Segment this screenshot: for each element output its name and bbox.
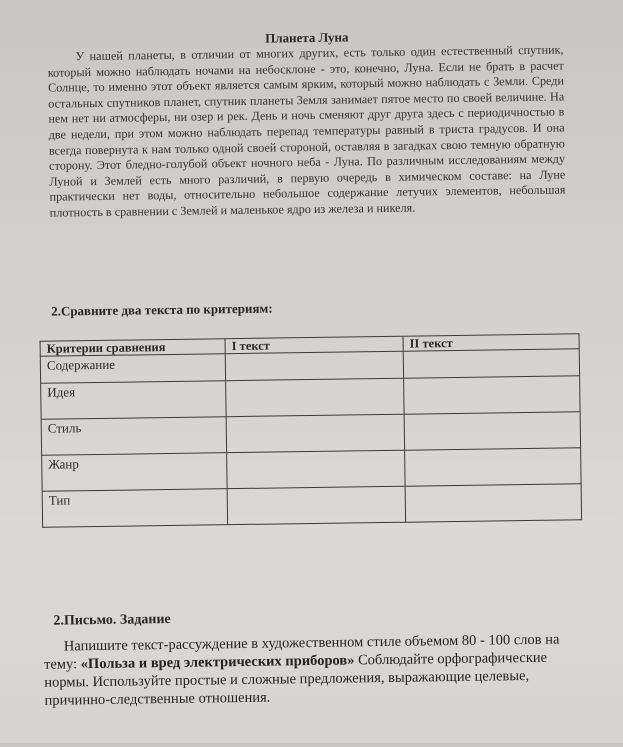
table-cell-empty[interactable] (225, 351, 403, 380)
row-label: Тип (42, 489, 227, 528)
table-cell-empty[interactable] (226, 414, 404, 452)
text-title: Планета Луна (265, 29, 349, 46)
table-cell-empty[interactable] (226, 378, 404, 416)
task-topic: «Польза и вред электрических приборов» (80, 652, 355, 673)
row-label: Жанр (42, 453, 227, 492)
table-cell-empty[interactable] (405, 484, 581, 522)
header-text-2: II текст (403, 334, 579, 351)
section2-heading: 2.Сравните два текста по критериям: (51, 300, 273, 319)
table-row (42, 484, 581, 528)
section3-heading: 2.Письмо. Задание (53, 611, 171, 629)
table-cell-empty[interactable] (227, 450, 405, 488)
table-cell-empty[interactable] (404, 412, 580, 450)
table-cell-empty[interactable] (227, 486, 405, 524)
row-label: Идея (41, 381, 226, 420)
header-criteria: Критерии сравнения (40, 339, 225, 357)
moon-text-paragraph: У нашей планеты, в отличии от многих других, есть только один естественный спутник, который можно наблюдать ночами на небосклоне - это, конечно, Луна. Если не брать в расчет Солнце, то именно этот объект является самым ярким, который можно наблюдать с Земли. Среди остальных спутников планет, спутник планеты Земля занимает пятое место по своей величине. На нем нет ни атмосферы, ни озер и рек. День и ночь сменяют друг друга здесь с периодичностью в две недели, при этом можно наблюдать перепад температуры равный в триста градусов. И она всегда повернута к нам только одной своей стороной, оставляя в загадках свою темную обратную сторону. Этот бледно-голубой объект ночного неба - Луна. По различным исследованиям между Луной и Землей есть много различий, в первую очередь в химическом составе: на Луне практически нет воды, относительно небольшое содержание летучих элементов, небольшая плотность в сравнении с Землей и маленькое ядро из железа и никеля. (47, 42, 566, 220)
task-text-before: Напишите текст-рассуждение в художественном стиле объемом 80 - 100 слов на тему: (43, 631, 560, 673)
table-cell-empty[interactable] (403, 349, 579, 378)
row-label: Стиль (41, 417, 226, 456)
table-cell-empty[interactable] (404, 376, 580, 414)
task-text-after: Соблюдайте орфографические нормы. Используйте простые и сложные предложения, выражающие целевые, причинно-следственные отношения. (44, 649, 548, 709)
row-label: Содержание (40, 354, 225, 384)
header-text-1: I текст (225, 336, 403, 353)
table-cell-empty[interactable] (405, 448, 581, 486)
comparison-table (40, 333, 583, 528)
writing-task (44, 630, 585, 710)
